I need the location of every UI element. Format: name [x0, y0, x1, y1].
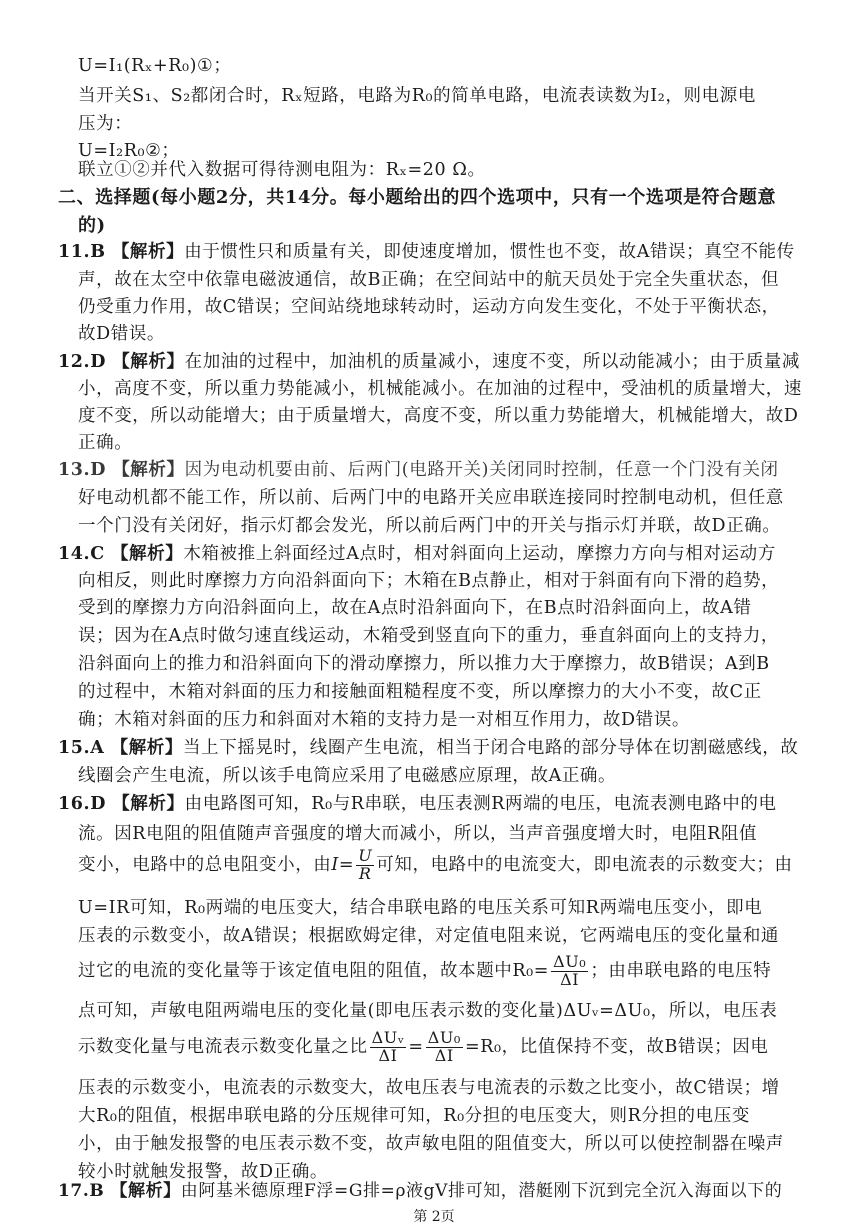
page-number: 第 2页	[413, 1209, 455, 1225]
text-segment: 过它的电流的变化量等于该定值电阻的阻值，故本题中R₀=	[78, 960, 550, 981]
formula-segment: I=	[331, 854, 355, 875]
text-line: 小，高度不变，所以重力势能减小，机械能减小。在加油的过程中，受油机的质量增大，速	[78, 379, 802, 399]
text-line: 向相反，则此时摩擦力方向沿斜面向下；木箱在B点静止，相对于斜面有向下滑的趋势，	[78, 571, 780, 591]
text-line: 正确。	[78, 433, 133, 453]
text-line: 声，故在太空中依靠电磁波通信，故B正确；在空间站中的航天员处于完全失重状态，但	[78, 270, 780, 290]
fraction-u-over-r	[356, 848, 374, 883]
fraction-denominator: R	[358, 863, 372, 883]
text-line: 线圈会产生电流，所以该手电筒应采用了电磁感应原理，故A正确。	[78, 766, 617, 786]
question-number: 17.B	[58, 1181, 105, 1201]
fraction-denominator: ΔI	[378, 1045, 398, 1065]
text-line: 一个门没有关闭好，指示灯都会发光，所以前后两门中的开关与指示灯并联，故D正确。	[78, 516, 781, 536]
text-line: 压为：	[78, 114, 133, 134]
text-line: 当开关S₁、S₂都闭合时，Rₓ短路，电路为R₀的简单电路，电流表读数为I₂，则电源电	[78, 86, 756, 106]
text-line-with-fraction	[78, 1030, 816, 1065]
text-line: 的过程中，木箱对斜面的压力和接触面粗糙程度不变，所以摩擦力的大小不变，故C正	[78, 682, 762, 702]
analysis-tag: 【解析】	[110, 1181, 181, 1201]
text-line: 联立①②并代入数据可得待测电阻为：Rₓ=20 Ω。	[78, 160, 486, 180]
text-line: 好电动机都不能工作，所以前、后两门中的电路开关应串联连接同时控制电动机，但任意	[78, 488, 784, 508]
fraction-du0-over-di	[551, 954, 588, 989]
answer-text: 在加油的过程中，加油机的质量减小，速度不变，所以动能减小；由于质量减	[184, 352, 801, 372]
answer-17	[58, 1176, 796, 1201]
text-segment: ；由串联电路的电压特	[590, 960, 772, 981]
text-segment: 变小，电路中的总电阻变小，由	[78, 854, 332, 875]
fraction-numerator: ΔU₀	[427, 1028, 461, 1047]
fraction-denominator: ΔI	[434, 1045, 454, 1065]
question-number: 13.D	[58, 460, 107, 480]
answer-text: 由电路图可知，R₀与R串联，电压表测R两端的电压，电流表测电路中的电	[184, 794, 777, 814]
answer-text: 当上下摇晃时，线圈产生电流，相当于闭合电路的部分导体在切割磁感线，故	[183, 738, 799, 758]
formula-segment: =	[408, 1036, 424, 1057]
text-line-with-fraction	[78, 954, 816, 989]
answer-text: 由于惯性只和质量有关，即使速度增加，惯性也不变，故A错误；真空不能传	[184, 242, 795, 262]
text-line: 大R₀的阻值，根据串联电路的分压规律可知，R₀分担的电压变大，则R分担的电压变	[78, 1106, 750, 1126]
section-heading: 二、选择题(每小题2分，共14分。每小题给出的四个选项中，只有一个选项是符合题意	[58, 187, 777, 208]
analysis-tag: 【解析】	[112, 352, 185, 372]
equation-2: U=I₂R₀②；	[78, 141, 180, 161]
answer-text: 木箱被推上斜面经过A点时，相对斜面向上运动，摩擦力方向与相对运动方	[183, 544, 776, 564]
analysis-tag: 【解析】	[111, 242, 185, 262]
fraction-duv-over-di	[370, 1030, 407, 1065]
text-line: 较小时就触发报警，故D正确。	[78, 1162, 328, 1182]
question-number: 12.D	[58, 352, 107, 372]
text-line: 误；因为在A点时做匀速直线运动，木箱受到竖直向下的重力，垂直斜面向上的支持力，	[78, 626, 780, 646]
text-line: 确；木箱对斜面的压力和斜面对木箱的支持力是一对相互作用力，故D错误。	[78, 710, 690, 730]
text-line: 压表的示数变小，故A错误；根据欧姆定律，对定值电阻来说，它两端电压的变化量和通	[78, 926, 780, 946]
answer-11	[58, 238, 796, 263]
text-line: 流。因R电阻的阻值随声音强度的增大而减小，所以，当声音强度增大时，电阻R阻值	[78, 824, 758, 844]
analysis-tag: 【解析】	[112, 460, 185, 480]
section-heading-cont: 的)	[78, 215, 106, 236]
fraction-denominator: ΔI	[560, 969, 580, 989]
fraction-numerator: U	[358, 846, 373, 865]
text-segment: =R₀，比值保持不变，故B错误；因电	[464, 1036, 769, 1057]
analysis-tag: 【解析】	[110, 544, 184, 564]
answer-text: 由阿基米德原理F浮=G排=ρ液gV排可知，潜艇刚下沉到完全沉入海面以下的	[180, 1181, 783, 1201]
question-number: 15.A	[58, 738, 105, 758]
text-line: 沿斜面向上的推力和沿斜面向下的滑动摩擦力，所以推力大于摩擦力，故B错误；A到B	[78, 654, 770, 674]
answer-14	[58, 540, 796, 565]
question-number: 16.D	[58, 794, 107, 814]
answer-13	[58, 456, 796, 481]
fraction-numerator: ΔUᵥ	[371, 1028, 405, 1047]
analysis-tag: 【解析】	[112, 794, 185, 814]
text-line-with-fraction	[78, 848, 816, 883]
text-line: 压表的示数变小，电流表的示数变大，故电压表与电流表的示数之比变小，故C错误；增	[78, 1078, 780, 1098]
answer-12	[58, 348, 801, 373]
equation-1: U=I₁(Rₓ+R₀)①；	[78, 56, 232, 76]
fraction-numerator: ΔU₀	[553, 952, 587, 971]
text-line: 受到的摩擦力方向沿斜面向上，故在A点时沿斜面向下，在B点时沿斜面向上，故A错	[78, 598, 752, 618]
answer-15	[58, 734, 799, 759]
question-number: 11.B	[58, 242, 106, 262]
answer-16	[58, 790, 796, 815]
text-line: 小，由于触发报警的电压表示数不变，故声敏电阻的阻值变大，所以可以使控制器在噪声	[78, 1134, 784, 1154]
question-number: 14.C	[58, 544, 105, 564]
fraction-du0-over-di	[426, 1030, 463, 1065]
answer-text: 因为电动机要由前、后两门(电路开关)关闭同时控制，任意一个门没有关闭	[184, 460, 779, 480]
text-line: 度不变，所以动能增大；由于质量增大，高度不变，所以重力势能增大，机械能增大，故D	[78, 406, 799, 426]
text-line: 点可知，声敏电阻两端电压的变化量(即电压表示数的变化量)ΔUᵥ=ΔU₀，所以，电压表	[78, 1001, 778, 1021]
text-segment: 可知，电路中的电流变大，即电流表的示数变大；由	[376, 854, 793, 875]
text-line: 故D错误。	[78, 324, 166, 344]
text-line: U=IR可知，R₀两端的电压变大，结合串联电路的电压关系可知R两端电压变小，即电	[78, 898, 763, 918]
text-line: 仍受重力作用，故C错误；空间站绕地球转动时，运动方向发生变化，不处于平衡状态，	[78, 297, 780, 317]
analysis-tag: 【解析】	[110, 738, 184, 758]
text-segment: 示数变化量与电流表示数变化量之比	[78, 1036, 368, 1057]
